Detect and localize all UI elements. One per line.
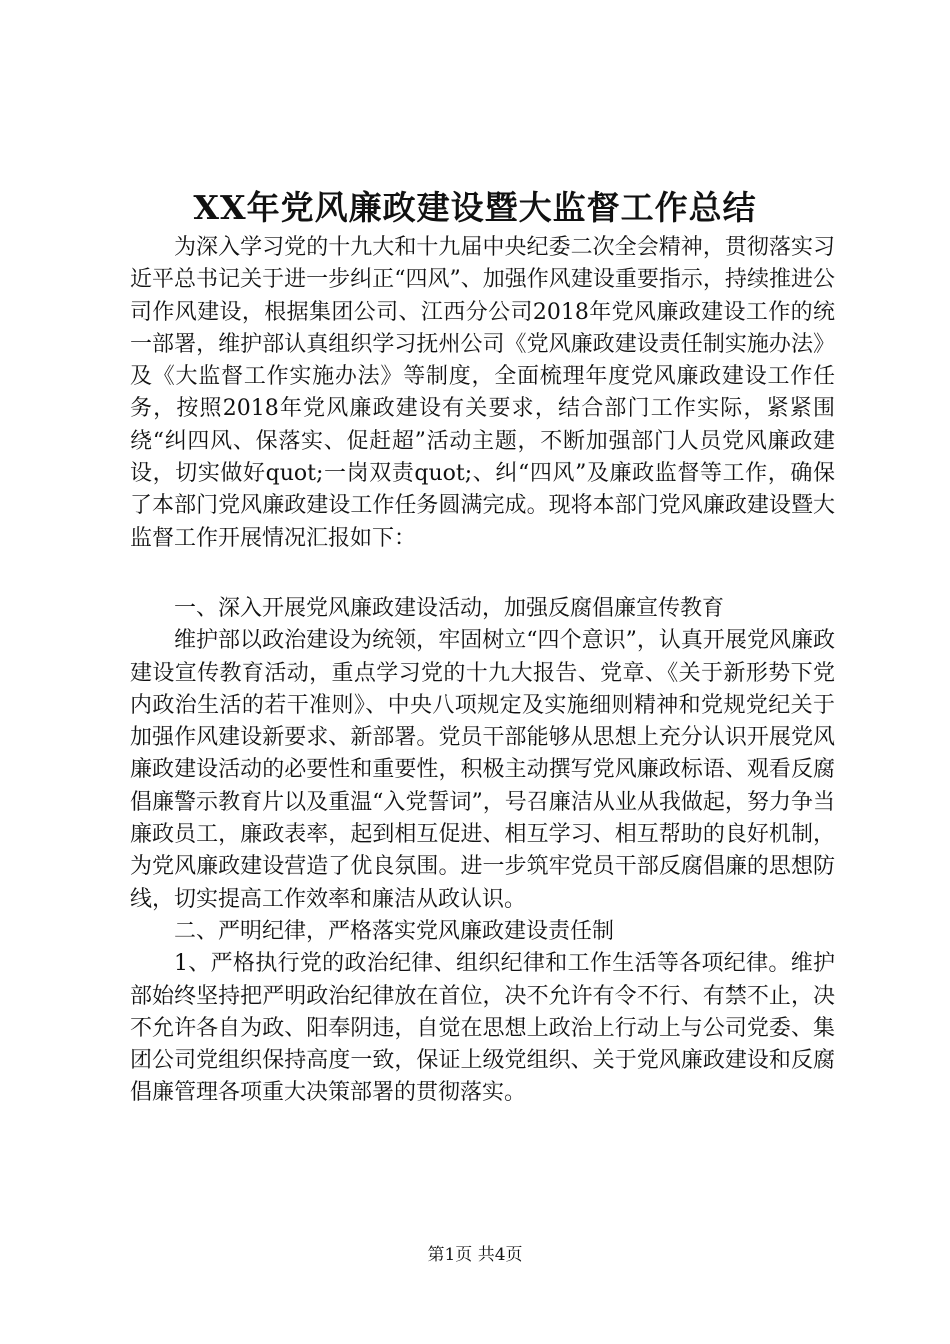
intro-paragraph: 为深入学习党的十九大和十九届中央纪委二次全会精神，贯彻落实习近平总书记关于进一步纠正“四风”、加强作风建设重要指示，持续推进公司作风建设，根据集团公司、江西分公司2018年党风廉政建设工作的统一部署，维护部认真组织学习抚州公司《党风廉政建设责任制实施办法》及《大监督工作实施办法》等制度，全面梳理年度党风廉政建设工作任务，按照2018年党风廉政建设有关要求，结合部门工作实际，紧紧围绕“纠四风、保落实、促赶超”活动主题，不断加强部门人员党风廉政建设，切实做好quot;一岗双责quot;、纠“四风”及廉政监督等工作，确保了本部门党风廉政建设工作任务圆满完成。现将本部门党风廉政建设暨大监督工作开展情况汇报如下： — [130, 235, 835, 551]
paragraph-spacer — [130, 555, 835, 593]
section-heading-1: 一、深入开展党风廉政建设活动，加强反腐倡廉宣传教育 — [174, 595, 725, 621]
document-body — [130, 232, 835, 1110]
section-1-paragraph: 维护部以政治建设为统领，牢固树立“四个意识”，认真开展党风廉政建设宣传教育活动，重点学习党的十九大报告、党章、《关于新形势下党内政治生活的若干准则》、中央八项规定及实施细则精神和党规党纪关于加强作风建设新要求、新部署。党员干部能够从思想上充分认识开展党风廉政建设活动的必要性和重要性，积极主动撰写党风廉政标语、观看反腐倡廉警示教育片以及重温“入党誓词”，号召廉洁从业从我做起，努力争当廉政员工，廉政表率，起到相互促进、相互学习、相互帮助的良好机制，为党风廉政建设营造了优良氛围。进一步筑牢党员干部反腐倡廉的思想防线，切实提高工作效率和廉洁从政认识。 — [130, 628, 835, 912]
section-2-paragraph: 1、严格执行党的政治纪律、组织纪律和工作生活等各项纪律。维护部始终坚持把严明政治纪律放在首位，决不允许有令不行、有禁不止，决不允许各自为政、阳奉阴违，自觉在思想上政治上行动上与公司党委、集团公司党组织保持高度一致，保证上级党组织、关于党风廉政建设和反腐倡廉管理各项重大决策部署的贯彻落实。 — [130, 951, 835, 1106]
document-title: XX年党风廉政建设暨大监督工作总结 — [193, 188, 757, 227]
page-number-footer: 第1页 共4页 — [427, 1245, 523, 1265]
section-heading-2: 二、严明纪律，严格落实党风廉政建设责任制 — [174, 918, 615, 944]
